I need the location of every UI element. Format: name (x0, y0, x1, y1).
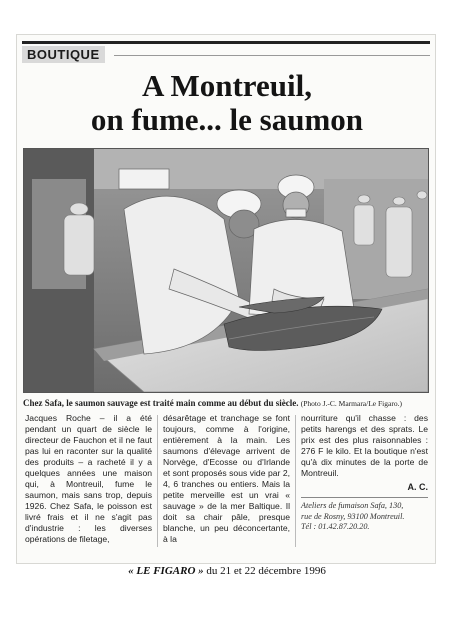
rubric-rule (114, 55, 430, 56)
rubric-bar (22, 41, 430, 64)
article-column-3 (301, 413, 428, 533)
headline-line-1: A Montreuil, (142, 68, 312, 103)
headline (17, 69, 437, 137)
address-line-2: rue de Rosny, 93100 Montreuil. (301, 511, 405, 521)
article-photo (23, 148, 429, 393)
source-publication: « LE FIGARO » (128, 565, 204, 577)
source-date: du 21 et 22 décembre 1996 (206, 565, 326, 577)
article-column-2: désarêtage et tranchage se font toujours, comme à l'origine, entièrement à la main. Les saumons d'élevage arrivent de Norvège, d'Ecosse ou d'Irlande et sont proposés sous vide par 2, 4, 6 tranches ou entiers. Mais la petite merveille est un vrai « sauvage » de la mer Baltique. Il doit sa chair pâle, presque blanche, un peu déconcertante, à la (163, 413, 290, 544)
salmon-workshop-photo (24, 149, 428, 392)
address-line-1: Ateliers de fumaison Safa, 130, (301, 501, 404, 510)
photo-caption (23, 398, 429, 408)
photo-credit: (Photo J.-C. Marmara/Le Figaro.) (300, 399, 402, 408)
column-divider (157, 415, 158, 547)
column-divider (295, 415, 296, 547)
article-column-1: Jacques Roche – il a été pendant un quart de siècle le directeur de Fauchon et il ne faut pas lui en raconter sur la qualité des produits – a racheté il y a quelques années une maison qui, à Montreuil, fume le saumon, mais sans trop, depuis 1926. Chez Safa, le poisson est livré frais et il ne s'agit pas d'industrie : les diverses opérations de filetage, (25, 413, 152, 544)
address-line-3: Tél : 01.42.87.20.20. (301, 522, 370, 531)
shop-address (301, 497, 428, 533)
rubric-label: BOUTIQUE (22, 46, 105, 63)
article-body (25, 413, 429, 553)
author-signature: A. C. (407, 482, 428, 492)
newspaper-clipping (16, 34, 436, 564)
source-citation (0, 565, 454, 577)
caption-text: Chez Safa, le saumon sauvage est traité main comme au début du siècle. (23, 398, 299, 408)
article-column-3-text: nourriture qu'il chasse : des petits harengs et des sprats. Le prix est des plus raisonnables : 276 F le kilo. Et la boutique n'est qu'à dix minutes de la porte de Montreuil. (301, 413, 428, 478)
headline-line-2: on fume... le saumon (90, 102, 364, 137)
